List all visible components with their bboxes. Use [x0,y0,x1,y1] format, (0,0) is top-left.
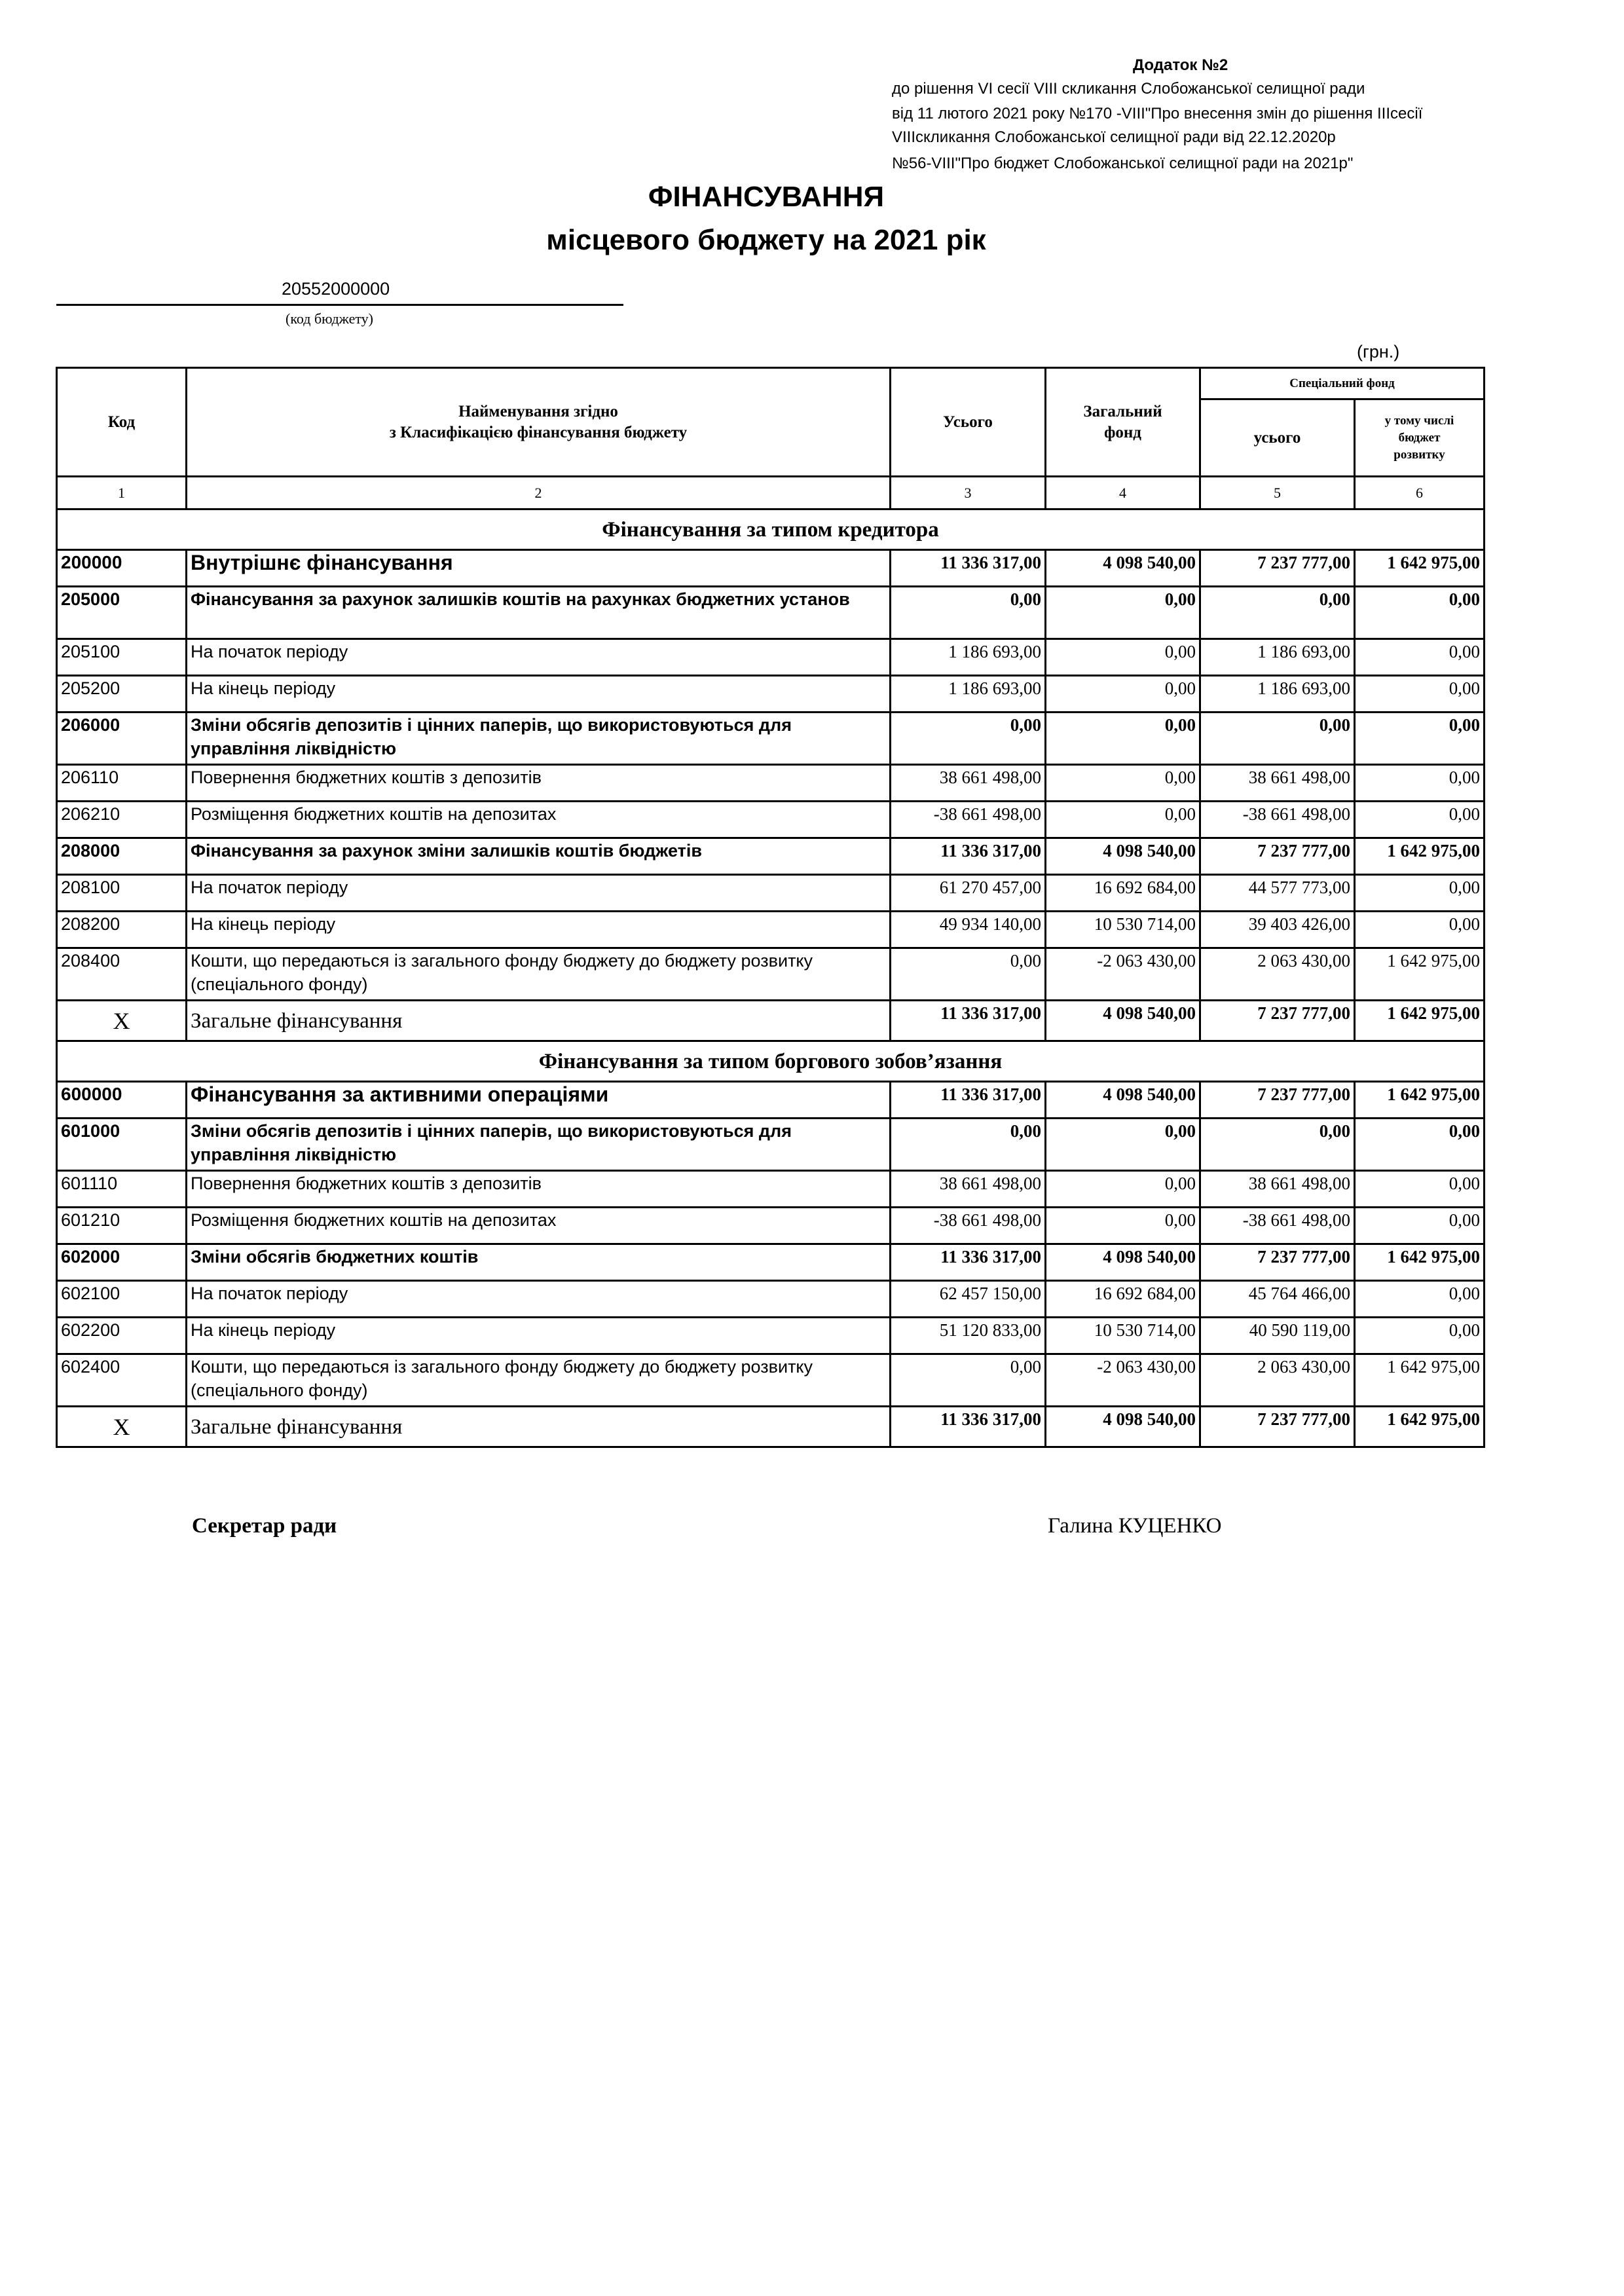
row-general: 0,00 [1046,639,1200,676]
row-special: 2 063 430,00 [1200,948,1355,1001]
table-row [57,713,1485,765]
row-special: 45 764 466,00 [1200,1281,1355,1318]
row-name: На кінець періоду [187,676,891,713]
row-general: 16 692 684,00 [1046,875,1200,912]
row-total: 1 186 693,00 [891,639,1046,676]
row-general: 0,00 [1046,802,1200,838]
table-row [57,1171,1485,1208]
row-special: 7 237 777,00 [1200,1082,1355,1119]
row-development: 0,00 [1355,802,1485,838]
header-name [187,368,891,477]
row-special: -38 661 498,00 [1200,1208,1355,1244]
row-code: 601000 [57,1119,187,1171]
table-row [57,1318,1485,1354]
financing-table [56,367,1485,1448]
row-name: Кошти, що передаються із загального фонду бюджету до бюджету розвитку (спеціального фонду) [187,1354,891,1407]
currency-label: (грн.) [1357,342,1400,361]
document-title: ФІНАНСУВАННЯ [648,181,885,213]
column-numbers-row [57,477,1485,509]
row-special: 1 186 693,00 [1200,639,1355,676]
row-development: 0,00 [1355,1281,1485,1318]
row-code: 200000 [57,550,187,587]
table-row [57,802,1485,838]
column-number: 2 [187,477,891,509]
signature-name: Галина КУЦЕНКО [1048,1514,1222,1538]
table-row [57,1281,1485,1318]
row-development: 0,00 [1355,587,1485,639]
row-total: 0,00 [891,948,1046,1001]
row-development: 0,00 [1355,1208,1485,1244]
header-name-line-2: з Класифікацією фінансування бюджету [389,423,688,441]
column-number: 1 [57,477,187,509]
table-row [57,1208,1485,1244]
row-name: Повернення бюджетних коштів з депозитів [187,1171,891,1208]
row-special: 1 186 693,00 [1200,676,1355,713]
signature-title: Секретар ради [192,1514,337,1538]
row-code: 205000 [57,587,187,639]
section-title: Фінансування за типом боргового зобов’язання [57,1041,1485,1082]
budget-code-underline [56,304,623,306]
row-special: 7 237 777,00 [1200,838,1355,875]
row-general: 0,00 [1046,713,1200,765]
row-name: На початок періоду [187,875,891,912]
row-code: 208100 [57,875,187,912]
row-name: Зміни обсягів депозитів і цінних паперів, що використовуються для управління ліквідністю [187,1119,891,1171]
row-total: 38 661 498,00 [891,765,1046,802]
header-name-line-1: Найменування згідно [458,402,618,420]
table-header-row-1 [57,368,1485,399]
row-general: 16 692 684,00 [1046,1281,1200,1318]
header-total: Усього [891,368,1046,477]
header-special-total: усього [1200,399,1355,477]
row-name: На початок періоду [187,1281,891,1318]
row-general: 0,00 [1046,1119,1200,1171]
row-general: 0,00 [1046,1171,1200,1208]
budget-code: 20552000000 [282,279,390,299]
row-code: 601110 [57,1171,187,1208]
row-development: 0,00 [1355,765,1485,802]
row-code: Х [57,1407,187,1447]
row-development: 0,00 [1355,875,1485,912]
row-code: 208400 [57,948,187,1001]
table-row [57,1082,1485,1119]
header-dev-line-2: бюджет [1398,430,1441,445]
row-special: 7 237 777,00 [1200,1001,1355,1041]
row-total: 51 120 833,00 [891,1318,1046,1354]
row-general: 0,00 [1046,765,1200,802]
addendum-line-1: до рішення VI сесії VIII скликання Слобожанської селищної ради [892,80,1365,98]
row-total: 0,00 [891,1354,1046,1407]
row-name: Внутрішнє фінансування [187,550,891,587]
row-special: 0,00 [1200,587,1355,639]
row-general: 0,00 [1046,676,1200,713]
row-code: 205100 [57,639,187,676]
row-development: 1 642 975,00 [1355,838,1485,875]
row-general: 4 098 540,00 [1046,1244,1200,1281]
table-row [57,639,1485,676]
row-name: Розміщення бюджетних коштів на депозитах [187,802,891,838]
table-row-total [57,1001,1485,1041]
row-special: 7 237 777,00 [1200,550,1355,587]
addendum-line-2: від 11 лютого 2021 року №170 -VIII"Про внесення змін до рішення IIIсесії [892,105,1423,122]
row-development: 0,00 [1355,639,1485,676]
row-total: 11 336 317,00 [891,1001,1046,1041]
row-code: 206000 [57,713,187,765]
row-total: 38 661 498,00 [891,1171,1046,1208]
table-row [57,1119,1485,1171]
row-general: 0,00 [1046,1208,1200,1244]
row-special: 44 577 773,00 [1200,875,1355,912]
row-code: 208200 [57,912,187,948]
row-name: Фінансування за рахунок залишків коштів на рахунках бюджетних установ [187,587,891,639]
row-total: 11 336 317,00 [891,1244,1046,1281]
row-general: 4 098 540,00 [1046,1407,1200,1447]
row-general: 4 098 540,00 [1046,838,1200,875]
row-name: Загальне фінансування [187,1001,891,1041]
header-special-fund: Спеціальний фонд [1200,368,1485,399]
row-special: -38 661 498,00 [1200,802,1355,838]
header-dev-line-1: у тому числі [1384,413,1454,428]
row-total: 11 336 317,00 [891,838,1046,875]
header-general-line-1: Загальний [1083,402,1162,420]
table-row [57,765,1485,802]
row-general: 4 098 540,00 [1046,550,1200,587]
document-subtitle: місцевого бюджету на 2021 рік [546,224,986,256]
budget-code-label: (код бюджету) [286,310,373,327]
header-general-line-2: фонд [1104,423,1141,441]
row-total: 11 336 317,00 [891,1082,1046,1119]
table-row [57,838,1485,875]
row-development: 0,00 [1355,1171,1485,1208]
row-name: Загальне фінансування [187,1407,891,1447]
row-total: -38 661 498,00 [891,802,1046,838]
table-row [57,550,1485,587]
row-code: 602100 [57,1281,187,1318]
row-code: Х [57,1001,187,1041]
row-name: Фінансування за рахунок зміни залишків коштів бюджетів [187,838,891,875]
row-total: 0,00 [891,587,1046,639]
section-title: Фінансування за типом кредитора [57,509,1485,550]
row-code: 206110 [57,765,187,802]
row-total: 0,00 [891,1119,1046,1171]
section-header-debt [57,1041,1485,1082]
row-code: 602000 [57,1244,187,1281]
row-general: 4 098 540,00 [1046,1082,1200,1119]
column-number: 6 [1355,477,1485,509]
row-development: 1 642 975,00 [1355,1082,1485,1119]
table-row [57,1354,1485,1407]
row-code: 206210 [57,802,187,838]
row-total: 0,00 [891,713,1046,765]
row-name: Розміщення бюджетних коштів на депозитах [187,1208,891,1244]
row-total: -38 661 498,00 [891,1208,1046,1244]
table-row [57,1244,1485,1281]
row-development: 0,00 [1355,713,1485,765]
row-name: Кошти, що передаються із загального фонду бюджету до бюджету розвитку (спеціального фонду) [187,948,891,1001]
row-code: 205200 [57,676,187,713]
header-development-budget [1355,399,1485,477]
row-name: На початок періоду [187,639,891,676]
row-general: -2 063 430,00 [1046,948,1200,1001]
row-development: 0,00 [1355,912,1485,948]
row-code: 601210 [57,1208,187,1244]
column-number: 3 [891,477,1046,509]
row-name: Повернення бюджетних коштів з депозитів [187,765,891,802]
addendum-line-4: №56-VIII"Про бюджет Слобожанської селищної ради на 2021р" [892,155,1354,172]
table-row [57,676,1485,713]
header-dev-line-3: розвитку [1393,447,1445,462]
header-general-fund [1046,368,1200,477]
row-special: 38 661 498,00 [1200,1171,1355,1208]
row-special: 39 403 426,00 [1200,912,1355,948]
row-code: 600000 [57,1082,187,1119]
table-row [57,948,1485,1001]
row-total: 61 270 457,00 [891,875,1046,912]
row-special: 38 661 498,00 [1200,765,1355,802]
row-name: На кінець періоду [187,912,891,948]
column-number: 5 [1200,477,1355,509]
row-general: 10 530 714,00 [1046,1318,1200,1354]
header-code: Код [57,368,187,477]
row-development: 0,00 [1355,1119,1485,1171]
column-number: 4 [1046,477,1200,509]
row-general: 10 530 714,00 [1046,912,1200,948]
row-development: 1 642 975,00 [1355,1407,1485,1447]
row-name: Зміни обсягів бюджетних коштів [187,1244,891,1281]
row-development: 1 642 975,00 [1355,550,1485,587]
row-special: 7 237 777,00 [1200,1407,1355,1447]
row-general: 0,00 [1046,587,1200,639]
row-special: 0,00 [1200,713,1355,765]
addendum-line-3: VIIIскликання Слобожанської селищної ради від 22.12.2020р [892,128,1336,146]
row-code: 208000 [57,838,187,875]
table-row [57,875,1485,912]
row-development: 1 642 975,00 [1355,1001,1485,1041]
row-code: 602400 [57,1354,187,1407]
row-general: -2 063 430,00 [1046,1354,1200,1407]
section-header-creditor [57,509,1485,550]
row-name: На кінець періоду [187,1318,891,1354]
row-development: 0,00 [1355,676,1485,713]
row-general: 4 098 540,00 [1046,1001,1200,1041]
row-code: 602200 [57,1318,187,1354]
row-name: Фінансування за активними операціями [187,1082,891,1119]
row-special: 0,00 [1200,1119,1355,1171]
row-special: 7 237 777,00 [1200,1244,1355,1281]
row-total: 49 934 140,00 [891,912,1046,948]
row-total: 11 336 317,00 [891,550,1046,587]
row-development: 1 642 975,00 [1355,948,1485,1001]
row-development: 1 642 975,00 [1355,1354,1485,1407]
table-row-total [57,1407,1485,1447]
row-development: 0,00 [1355,1318,1485,1354]
row-special: 40 590 119,00 [1200,1318,1355,1354]
table-row [57,912,1485,948]
row-total: 11 336 317,00 [891,1407,1046,1447]
row-total: 62 457 150,00 [891,1281,1046,1318]
row-development: 1 642 975,00 [1355,1244,1485,1281]
row-total: 1 186 693,00 [891,676,1046,713]
row-special: 2 063 430,00 [1200,1354,1355,1407]
row-name: Зміни обсягів депозитів і цінних паперів, що використовуються для управління ліквідністю [187,713,891,765]
table-row [57,587,1485,639]
addendum-title: Додаток №2 [1133,56,1228,74]
